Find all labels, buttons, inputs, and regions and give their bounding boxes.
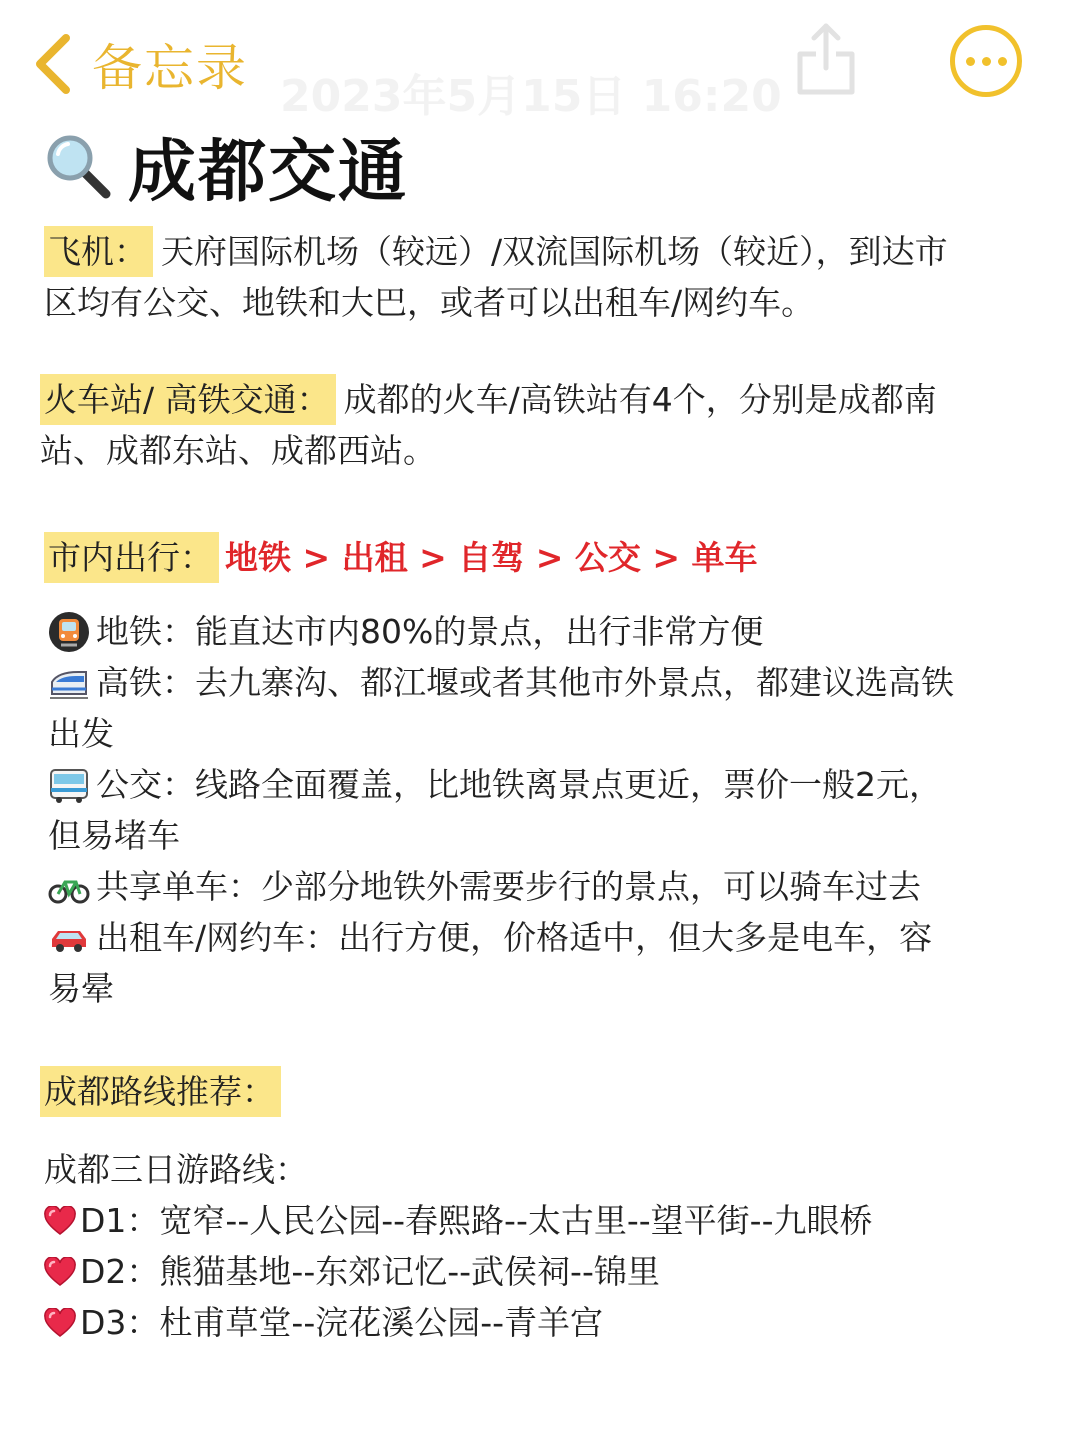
routes-list	[44, 1144, 872, 1348]
route-day-1: D1：宽窄--人民公园--春熙路--太古里--望平街--九眼桥	[80, 1201, 873, 1240]
metro-icon	[48, 611, 90, 653]
city-paragraph	[44, 532, 758, 583]
bullet-train-icon	[48, 662, 90, 704]
route-day-2: D2：熊猫基地--东郊记忆--武侯祠--锦里	[80, 1252, 660, 1291]
note-title	[44, 118, 408, 215]
heart-icon	[44, 1206, 76, 1236]
city-label: 市内出行：	[44, 532, 219, 583]
transport-ranking: 地铁 > 出租 > 自驾 > 公交 > 单车	[225, 538, 758, 577]
bicycle-icon	[48, 866, 90, 908]
chevron-left-icon	[30, 32, 74, 96]
flight-paragraph	[44, 226, 948, 328]
route-day-3: D3：杜甫草堂--浣花溪公园--青羊宫	[80, 1303, 604, 1342]
list-item	[48, 657, 954, 708]
flight-text-line1: 天府国际机场（较远）/双流国际机场（较近），到达市	[161, 232, 948, 271]
car-text-line2: 易晕	[48, 969, 114, 1008]
magnifying-glass-icon	[44, 132, 114, 202]
train-text-line1: 成都的火车/高铁站有4个，分别是成都南	[343, 380, 937, 419]
dot-icon	[982, 57, 991, 66]
bullet-train-text-line2: 出发	[48, 714, 114, 753]
routes-subtitle: 成都三日游路线：	[44, 1150, 308, 1189]
dot-icon	[998, 57, 1007, 66]
heart-icon	[44, 1257, 76, 1287]
list-item	[48, 861, 954, 912]
train-text-line2: 站、成都东站、成都西站。	[40, 431, 436, 470]
routes-label: 成都路线推荐：	[40, 1066, 281, 1117]
note-date: 2023年5月15日 16:20	[280, 71, 782, 122]
title-text: 成都交通	[128, 133, 409, 212]
routes-paragraph	[40, 1066, 281, 1117]
list-item	[44, 1246, 872, 1297]
car-text: 出租车/网约车：出行方便，价格适中，但大多是电车，容	[96, 918, 933, 957]
bus-text-line2: 但易堵车	[48, 816, 180, 855]
dot-icon	[966, 57, 975, 66]
heart-icon	[44, 1308, 76, 1338]
bicycle-text: 共享单车：少部分地铁外需要步行的景点，可以骑车过去	[96, 867, 921, 906]
train-label: 火车站/ 高铁交通：	[40, 374, 336, 425]
car-icon	[48, 917, 90, 959]
back-button[interactable]	[30, 28, 248, 100]
metro-text: 地铁：能直达市内80%的景点，出行非常方便	[96, 612, 764, 651]
train-paragraph	[40, 374, 937, 476]
bus-text: 公交：线路全面覆盖，比地铁离景点更近，票价一般2元，	[96, 765, 942, 804]
back-label: 备忘录	[92, 39, 248, 97]
flight-text-line2: 区均有公交、地铁和大巴，或者可以出租车/网约车。	[44, 283, 815, 322]
list-item	[48, 606, 954, 657]
more-options-button[interactable]	[950, 25, 1022, 97]
bus-icon	[48, 764, 90, 806]
top-bar	[0, 0, 1080, 120]
bullet-train-text: 高铁：去九寨沟、都江堰或者其他市外景点，都建议选高铁	[96, 663, 954, 702]
transport-modes-list	[48, 606, 954, 1014]
list-item	[44, 1297, 872, 1348]
list-item	[48, 912, 954, 963]
list-item	[48, 759, 954, 810]
list-item	[44, 1195, 872, 1246]
share-icon[interactable]	[794, 18, 858, 98]
flight-label: 飞机：	[44, 226, 153, 277]
